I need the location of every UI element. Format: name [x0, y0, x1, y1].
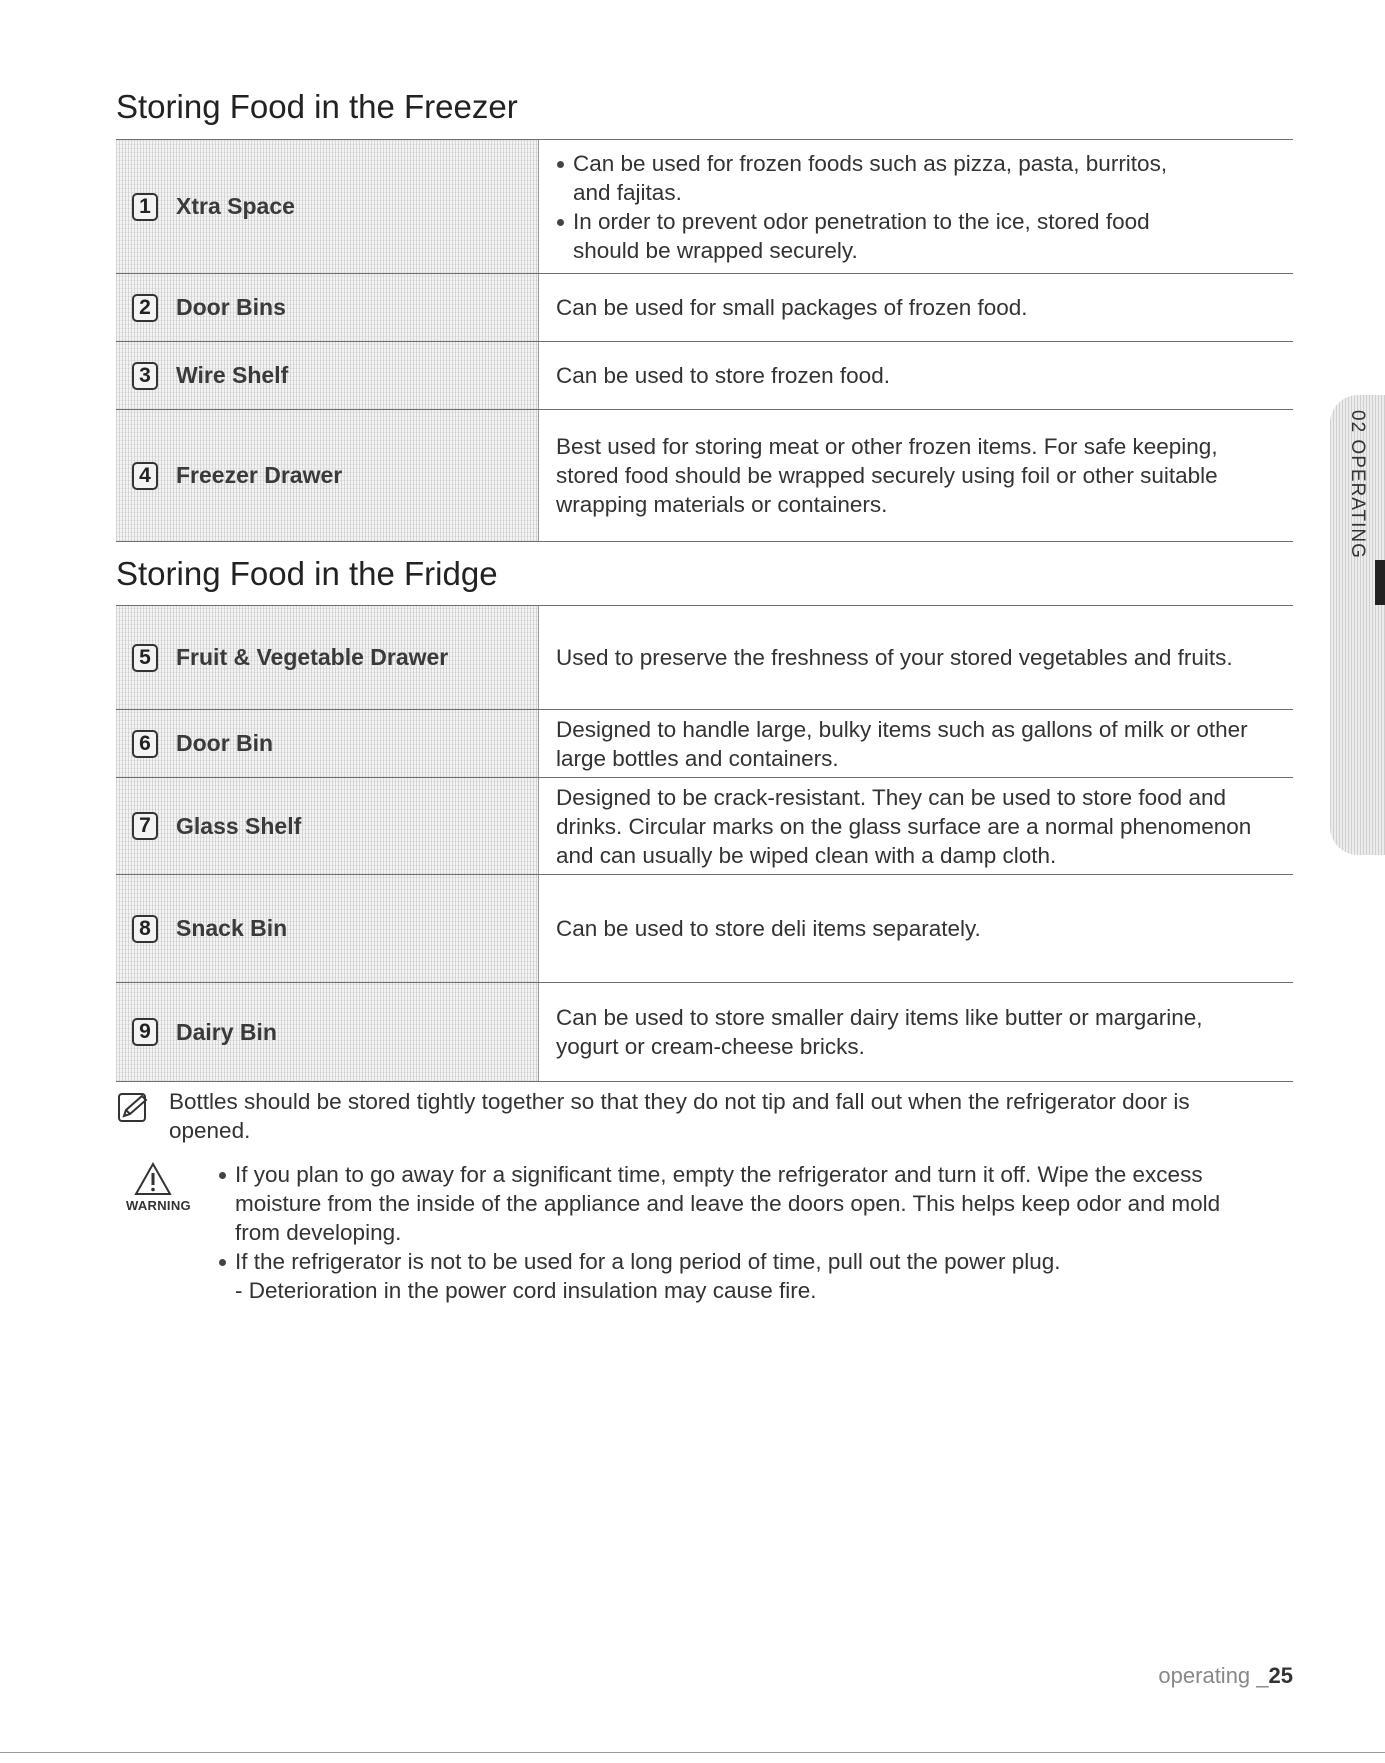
item-number-badge: 3 — [132, 362, 158, 390]
table-row — [116, 777, 1293, 874]
warning-triangle-icon — [134, 1162, 172, 1196]
row-label-cell — [116, 140, 539, 273]
side-tab-marker — [1375, 560, 1385, 605]
description-text: Can be used to store deli items separately. — [556, 916, 981, 941]
bottom-divider — [0, 1752, 1385, 1753]
description-text: Designed to handle large, bulky items such as gallons of milk or other — [556, 716, 1248, 742]
row-label-cell — [116, 274, 539, 341]
row-label-cell — [116, 410, 539, 541]
item-number-badge: 6 — [132, 730, 158, 758]
side-tab-label: 02 OPERATING — [1347, 410, 1368, 559]
fridge-section-title: Storing Food in the Fridge — [116, 555, 498, 592]
freezer-table — [116, 139, 1293, 542]
item-number-badge: 4 — [132, 462, 158, 490]
row-label-cell — [116, 606, 539, 709]
description-text: large bottles and containers. — [556, 745, 839, 771]
row-label-cell — [116, 710, 539, 777]
description-text: yogurt or cream-cheese bricks. — [556, 1034, 865, 1059]
warning-items — [218, 1160, 1296, 1305]
warning-block — [116, 1160, 1296, 1305]
item-number-badge: 2 — [132, 294, 158, 322]
note-pencil-icon — [116, 1090, 152, 1126]
warning-subpoint: - Deterioration in the power cord insulation may cause fire. — [235, 1278, 817, 1303]
table-row — [116, 409, 1293, 542]
item-label: Xtra Space — [176, 193, 295, 219]
item-label: Freezer Drawer — [176, 462, 343, 488]
description-text: Can be used to store smaller dairy items like butter or margarine, — [556, 1005, 1203, 1030]
table-row — [116, 605, 1293, 709]
table-row — [116, 982, 1293, 1082]
item-number-badge: 7 — [132, 812, 158, 840]
row-description — [539, 606, 1293, 709]
warning-bullet: If the refrigerator is not to be used for a long period of time, pull out the power plug. — [218, 1247, 1296, 1276]
table-row — [116, 139, 1293, 273]
row-description — [539, 274, 1293, 341]
row-description — [539, 140, 1293, 273]
row-description — [539, 875, 1293, 982]
item-label: Glass Shelf — [176, 812, 302, 839]
description-text: Used to preserve the freshness of your stored vegetables and fruits. — [556, 645, 1233, 670]
description-text: wrapping materials or containers. — [556, 492, 888, 517]
freezer-section-title: Storing Food in the Freezer — [116, 88, 518, 125]
description-text: drinks. Circular marks on the glass surface are a normal phenomenon — [556, 813, 1252, 839]
description-text: Can be used to store frozen food. — [556, 363, 890, 388]
row-description — [539, 778, 1293, 874]
table-row — [116, 709, 1293, 777]
note-text: Bottles should be stored tightly together so that they do not tip and fall out when the refrigerator door is opened. — [169, 1089, 1190, 1143]
item-number-badge: 8 — [132, 915, 158, 943]
item-number-badge: 1 — [132, 193, 158, 221]
row-description — [539, 710, 1293, 777]
item-label: Door Bins — [176, 294, 286, 320]
row-description — [539, 983, 1293, 1081]
table-row — [116, 874, 1293, 982]
page-number: 25 — [1268, 1663, 1293, 1688]
fridge-table — [116, 605, 1293, 1082]
row-label-cell — [116, 983, 539, 1081]
table-row — [116, 273, 1293, 341]
warning-bullet: If you plan to go away for a significant time, empty the refrigerator and turn it off. Wipe the excess moisture from the inside of the appliance and leave the doors open. This helps keep odor and mold from developing. — [218, 1160, 1296, 1247]
row-label-cell — [116, 875, 539, 982]
description-text: Best used for storing meat or other frozen items. For safe keeping, — [556, 434, 1218, 459]
row-label-cell — [116, 778, 539, 874]
item-label: Dairy Bin — [176, 1018, 277, 1045]
description-text: and can usually be wiped clean with a damp cloth. — [556, 842, 1057, 868]
table-row — [116, 341, 1293, 409]
footer-section-label: operating _ — [1158, 1663, 1269, 1688]
item-label: Wire Shelf — [176, 362, 289, 388]
warning-label: WARNING — [126, 1198, 191, 1213]
bullet-text: Can be used for frozen foods such as pizza, pasta, burritos, and fajitas. — [556, 149, 1283, 207]
item-number-badge: 5 — [132, 644, 158, 672]
note-block — [116, 1087, 1296, 1145]
page-footer — [1158, 1663, 1293, 1689]
description-text: Designed to be crack-resistant. They can be used to store food and — [556, 784, 1226, 810]
description-text: stored food should be wrapped securely using foil or other suitable — [556, 463, 1218, 488]
row-description — [539, 342, 1293, 409]
item-label: Snack Bin — [176, 915, 288, 941]
item-label: Fruit & Vegetable Drawer — [176, 644, 449, 670]
bullet-text: In order to prevent odor penetration to the ice, stored food should be wrapped securely. — [556, 207, 1283, 265]
item-number-badge: 9 — [132, 1018, 158, 1046]
description-text: Can be used for small packages of frozen food. — [556, 295, 1028, 320]
row-description — [539, 410, 1293, 541]
item-label: Door Bin — [176, 730, 274, 756]
row-label-cell — [116, 342, 539, 409]
